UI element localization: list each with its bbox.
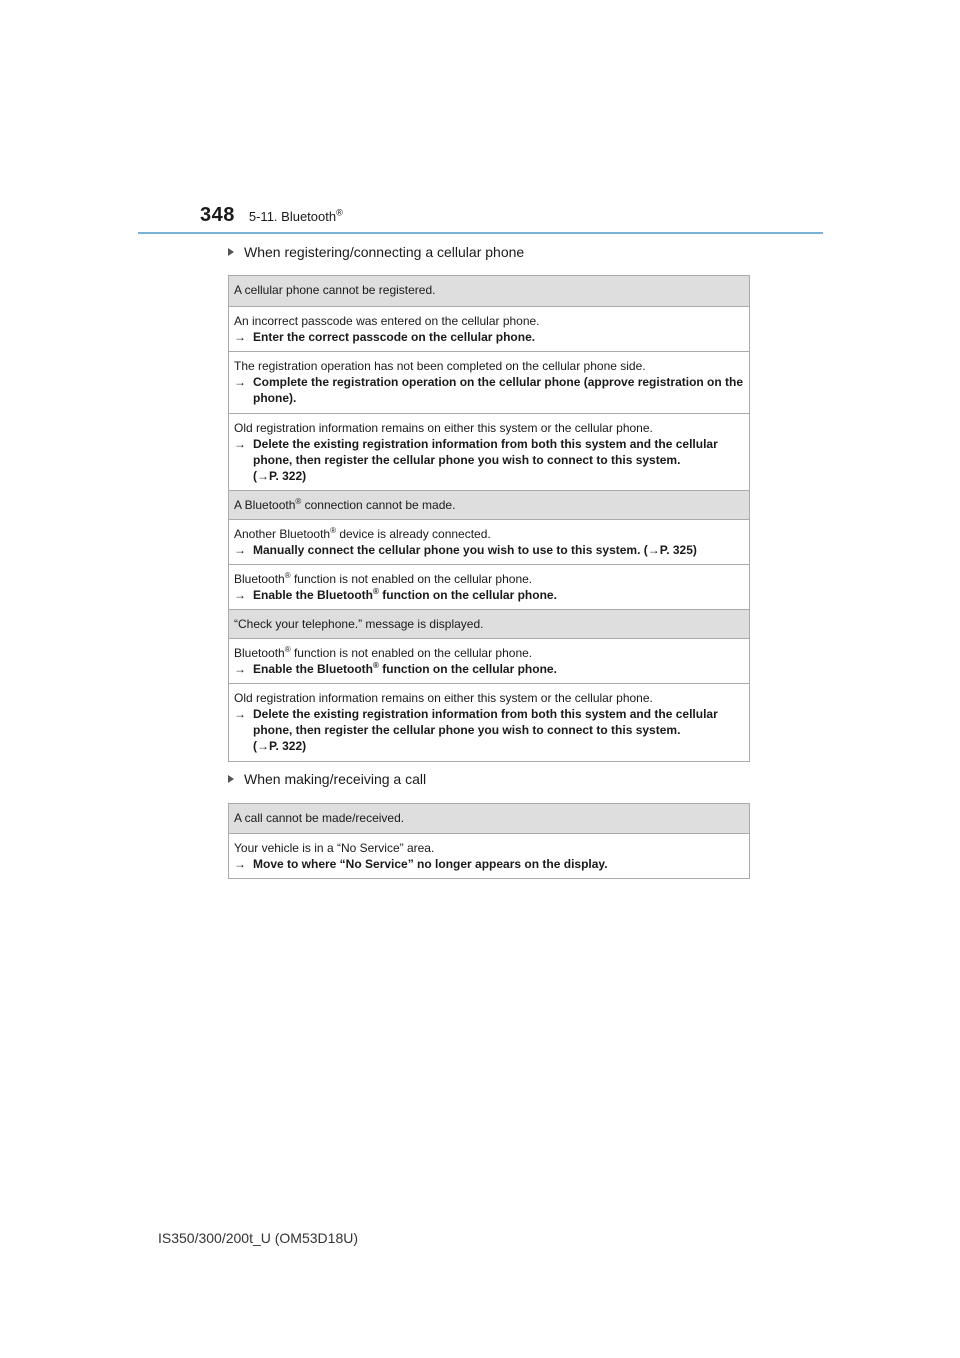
cause-text [234,526,744,542]
problem-text: A call cannot be made/received. [234,811,405,825]
arrow-icon: → [234,662,246,676]
registered-mark: ® [373,661,379,670]
table-row-solution [229,351,749,413]
subheading-registering [228,244,524,260]
problem-text-pre: A Bluetooth [234,498,296,512]
ref-open: ( [253,469,257,483]
remedy-text [234,706,744,754]
remedy-text [234,542,744,558]
remedy-label: Manually connect the cellular phone you wish to use to this system. ( [253,543,648,557]
cause-pre: Another Bluetooth [234,527,331,541]
table-row-solution [229,683,749,761]
cause-text: Your vehicle is in a “No Service” area. [234,841,435,855]
cause-text: Old registration information remains on either this system or the cellular phone. [234,691,653,705]
arrow-icon: → [234,543,246,557]
cause-text: An incorrect passcode was entered on the cellular phone. [234,314,540,328]
cause-post: device is already connected. [335,527,491,541]
page-reference-link[interactable]: P. 322) [269,469,307,483]
page-reference-link[interactable]: P. 322) [269,739,307,753]
table-row-problem [229,609,749,638]
problem-text: A cellular phone cannot be registered. [234,283,436,297]
cause-text: Old registration information remains on either this system or the cellular phone. [234,421,653,435]
table-row-problem [229,804,749,833]
remedy-label: Complete the registration operation on the cellular phone (approve registration on the phone). [253,375,744,405]
remedy-label: Enter the correct passcode on the cellular phone. [253,330,536,344]
cause-post: function is not enabled on the cellular phone. [290,646,533,660]
cause-pre: Bluetooth [234,572,285,586]
remedy-pre: Enable the Bluetooth [253,588,373,602]
troubleshooting-table-registering [228,275,750,762]
page-reference-link[interactable]: P. 325) [659,543,697,557]
registered-mark: ® [336,207,343,218]
table-row-solution [229,564,749,609]
arrow-icon: → [234,707,246,721]
cause-text [234,571,744,587]
remedy-label: Delete the existing registration information from both this system and the cellular phone, then register the cellular phone you wish to connect to this system. [253,437,718,467]
troubleshooting-table-calls [228,803,750,879]
remedy-text [234,436,744,484]
arrow-icon: → [234,330,246,344]
section-title-text: 5-11. Bluetooth [248,209,337,224]
footer-model: IS350/300/200t_U (OM53D18U) [158,1230,358,1246]
triangle-bullet-icon [228,775,234,783]
subheading-text: When making/receiving a call [244,771,427,787]
arrow-icon: → [234,375,246,389]
remedy-label: Move to where “No Service” no longer appears on the display. [253,857,608,871]
problem-text: “Check your telephone.” message is displayed. [234,617,484,631]
table-row-solution [229,519,749,564]
cause-pre: Bluetooth [234,646,285,660]
arrow-icon: → [647,543,660,557]
remedy-label: Delete the existing registration information from both this system and the cellular phone, then register the cellular phone you wish to connect to this system. [253,707,718,737]
page-header [200,204,343,227]
registered-mark: ® [295,497,302,506]
remedy-text [234,661,744,677]
section-title [249,209,343,224]
cause-text: The registration operation has not been completed on the cellular phone side. [234,359,646,373]
remedy-text [234,374,744,406]
problem-text-post: connection cannot be made. [301,498,456,512]
page-number: 348 [200,204,235,226]
registered-mark: ® [284,571,291,580]
registered-mark: ® [284,645,291,654]
arrow-icon: → [234,588,246,602]
remedy-text [234,587,744,603]
table-row-solution [229,306,749,351]
subheading-calls [228,771,426,787]
remedy-text [234,329,744,345]
cause-text [234,645,744,661]
triangle-bullet-icon [228,248,234,256]
arrow-icon: → [234,437,246,451]
cause-post: function is not enabled on the cellular phone. [290,572,533,586]
remedy-text [234,856,744,872]
arrow-icon: → [257,469,269,483]
arrow-icon: → [234,857,246,871]
table-row-solution [229,638,749,683]
table-row-problem [229,490,749,519]
header-divider [138,232,823,234]
table-row-problem [229,276,749,306]
problem-text [234,498,455,512]
ref-open: ( [253,739,257,753]
table-row-solution [229,413,749,490]
registered-mark: ® [330,526,336,535]
subheading-text: When registering/connecting a cellular phone [244,244,525,260]
remedy-pre: Enable the Bluetooth [253,662,373,676]
remedy-post: function on the cellular phone. [378,588,557,602]
table-row-solution [229,833,749,878]
arrow-icon: → [257,739,269,753]
registered-mark: ® [373,587,379,596]
remedy-post: function on the cellular phone. [378,662,557,676]
